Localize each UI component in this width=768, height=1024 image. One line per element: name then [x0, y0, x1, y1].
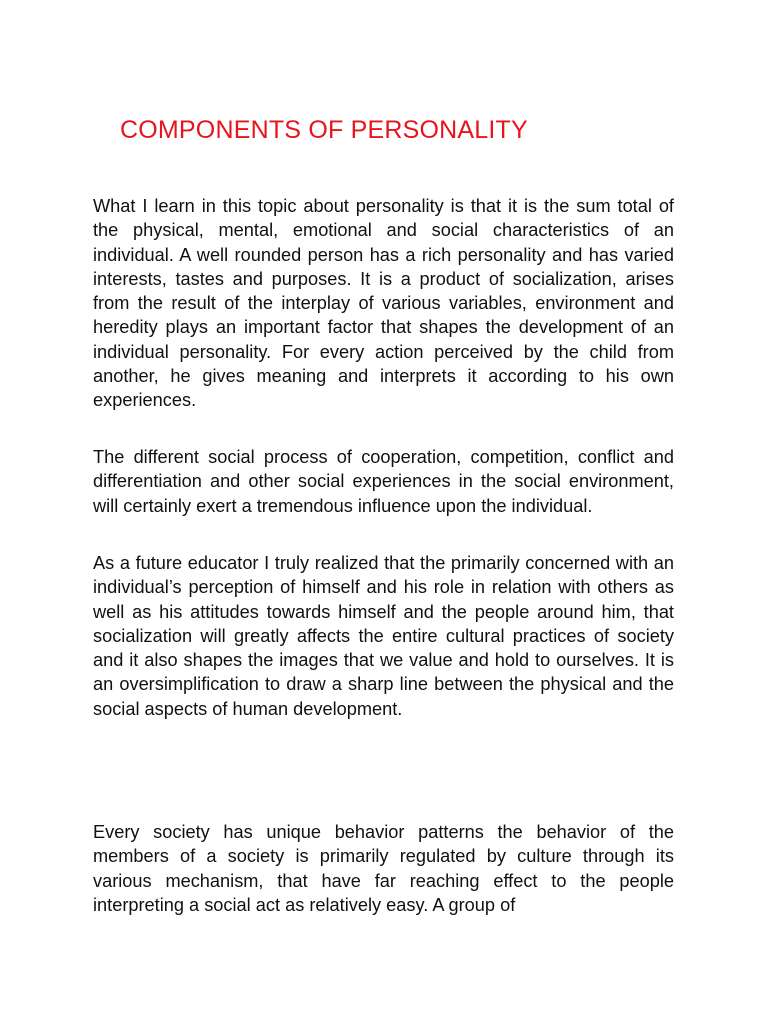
paragraph-1: What I learn in this topic about personality is that it is the sum total of the physical, mental, emotional and social characteristics of an individual. A well rounded person has a rich personality and has varied interests, tastes and purposes. It is a product of socialization, arises from the result of the interplay of various variables, environment and heredity plays an important factor that shapes the development of an individual personality. For every action perceived by the child from another, he gives meaning and interprets it according to his own experiences. — [93, 196, 674, 411]
paragraph-3: As a future educator I truly realized that the primarily concerned with an individual’s perception of himself and his role in relation with others as well as his attitudes towards himself and the people around him, that socialization will greatly affects the entire cultural practices of society and it also shapes the images that we value and hold to ourselves. It is an oversimplification to draw a sharp line between the physical and the social aspects of human development. — [93, 553, 674, 719]
paragraph-2: The different social process of cooperation, competition, conflict and differentiation and other social experiences in the social environment, will certainly exert a tremendous influence upon the individual. — [93, 447, 674, 516]
document-title: COMPONENTS OF PERSONALITY — [120, 116, 528, 144]
paragraph-4: Every society has unique behavior patterns the behavior of the members of a society is primarily regulated by culture through its various mechanism, that have far reaching effect to the people interpreting a social act as relatively easy. A group of — [93, 822, 674, 915]
